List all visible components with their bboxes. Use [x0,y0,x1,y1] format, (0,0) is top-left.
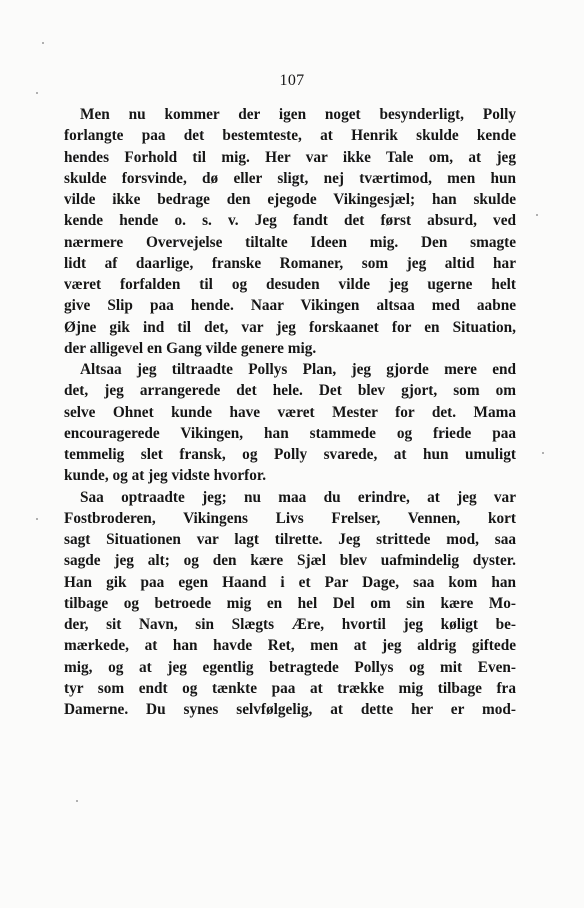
text-line: Saa optraadte jeg; nu maa du erindre, at jeg var [80,488,516,506]
text-line: det, jeg arrangerede det hele. Det blev gjort, som om [64,382,516,400]
text-line: Øjne gik ind til det, var jeg forskaanet for en Situation, [64,318,516,336]
text-line: Han gik paa egen Haand i et Par Dage, saa kom han [64,573,516,591]
text-line: været forfalden til og desuden vilde jeg ugerne helt [64,276,516,293]
text-line: Men nu kommer der igen noget besynderligt, Polly [80,106,516,123]
paper-speck [542,452,544,454]
text-line: selve Ohnet kunde have været Mester for det. Mama [64,403,516,421]
page-number: 107 [279,72,305,89]
text-line: kunde, og at jeg vidste hvorfor. [64,467,267,485]
text-line: der alligevel en Gang vilde genere mig. [64,339,317,357]
text-line: kende hende o. s. v. Jeg fandt det først absurd, ved [64,212,516,230]
body-text [64,104,516,720]
text-line: Damerne. Du synes selvfølgelig, at dette her er mod- [64,701,516,718]
text-line: mig, og at jeg egentlig betragtede Pollys og mit Even- [64,658,516,676]
text-line: encouragerede Vikingen, han stammede og friede paa [64,424,516,442]
text-line: skulde forsvinde, dø eller sligt, nej tværtimod, men hun [64,169,516,187]
text-line: nærmere Overvejelse tiltalte Ideen mig. Den smagte [64,233,516,251]
text-line: Altsaa jeg tiltraadte Pollys Plan, jeg gjorde mere end [80,361,516,378]
text-line: hendes Forhold til mig. Her var ikke Tale om, at jeg [64,148,516,166]
text-line: tilbage og betroede mig en hel Del om sin kære Mo- [64,594,516,612]
paper-speck [536,214,538,216]
paper-speck [36,518,38,520]
text-line: tyr som endt og tænkte paa at trække mig tilbage fra [64,679,516,697]
text-line: sagt Situationen var lagt tilrette. Jeg strittede mod, saa [64,531,516,548]
text-line: vilde ikke bedrage den ejegode Vikingesjæl; han skulde [64,191,516,208]
text-line: Fostbroderen, Vikingens Livs Frelser, Vennen, kort [64,509,516,527]
paper-speck [76,800,78,802]
text-line: der, sit Navn, sin Slægts Ære, hvortil jeg køligt be- [64,616,516,633]
text-line: temmelig slet fransk, og Polly svarede, at hun umuligt [64,446,516,463]
paper-speck [42,42,44,44]
text-line: lidt af daarlige, franske Romaner, som jeg altid har [64,254,516,272]
text-line: sagde jeg alt; og den kære Sjæl blev uafmindelig dyster. [64,552,516,570]
paper-speck [36,92,38,94]
text-line: forlangte paa det bestemteste, at Henrik skulde kende [64,127,516,145]
text-line: mærkede, at han havde Ret, men at jeg aldrig giftede [64,637,516,655]
text-line: give Slip paa hende. Naar Vikingen altsaa med aabne [64,297,516,315]
